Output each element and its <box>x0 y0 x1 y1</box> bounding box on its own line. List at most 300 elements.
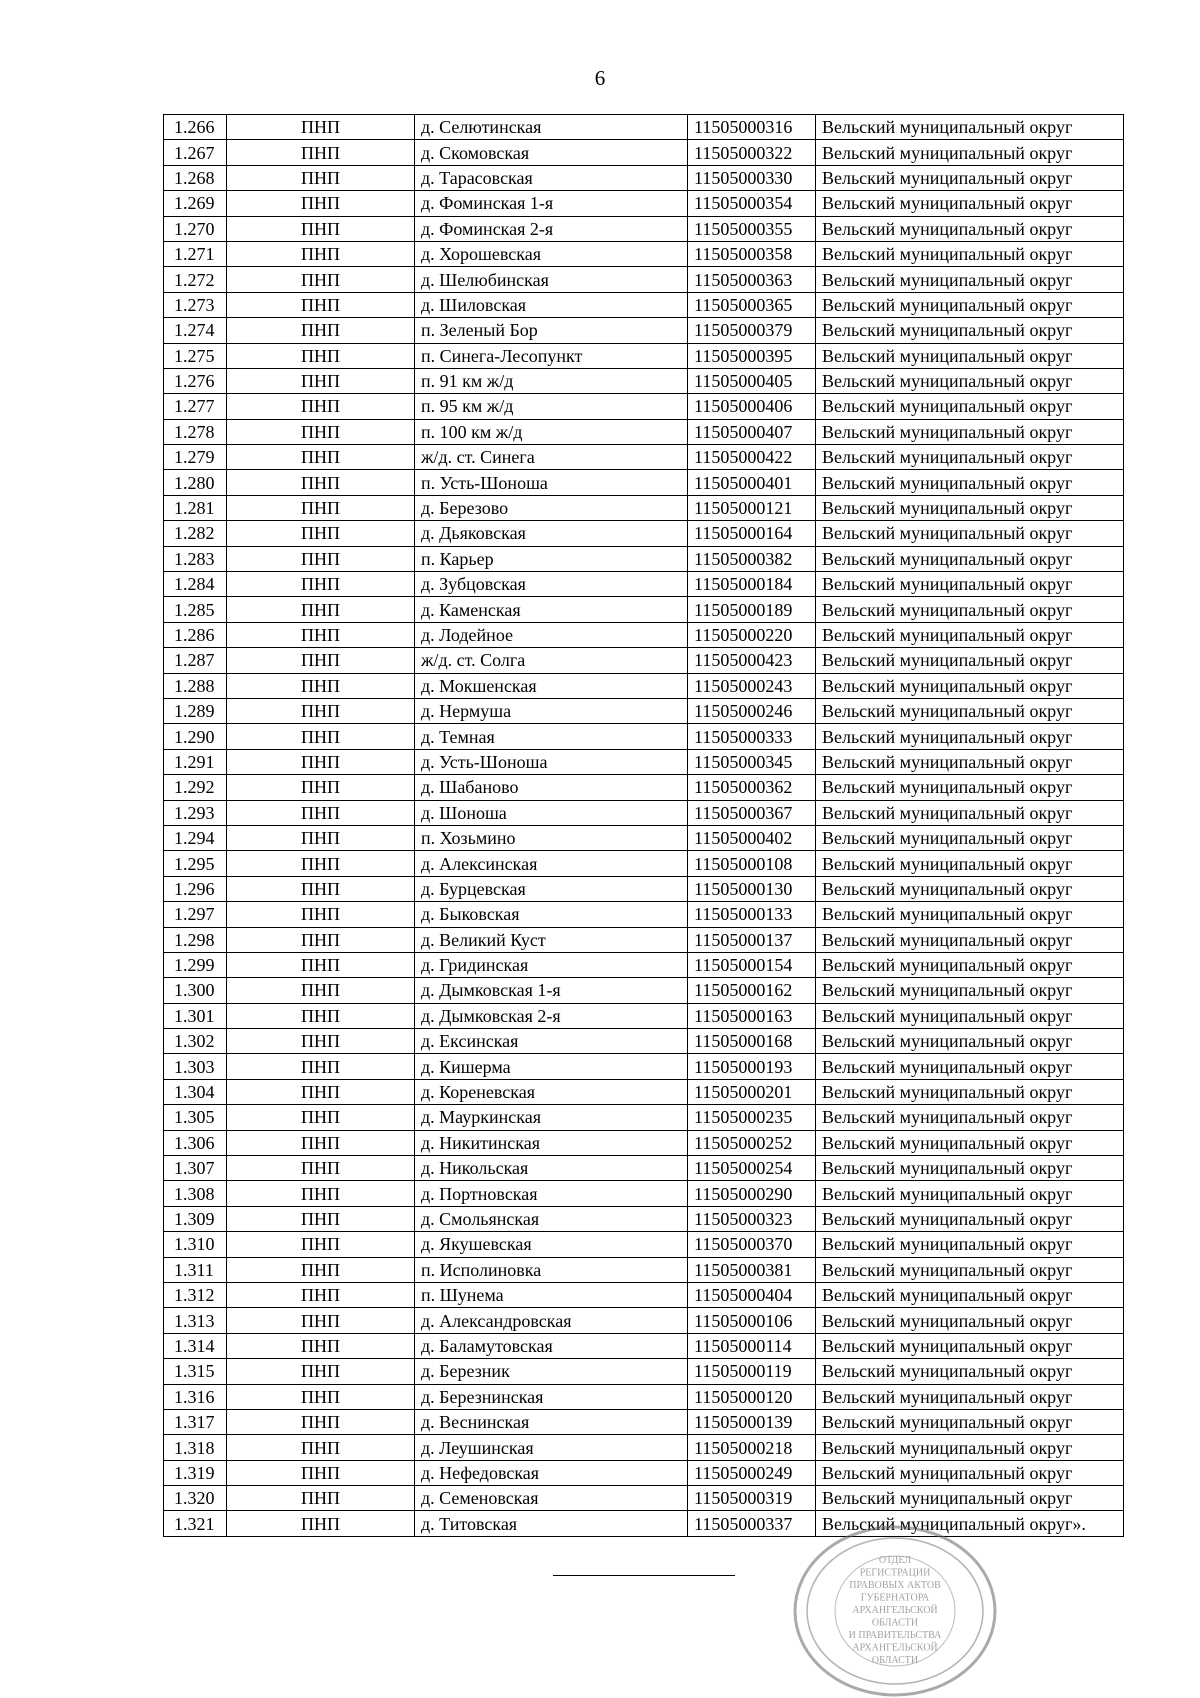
table-row <box>164 851 1124 876</box>
municipality-cell: Вельский муниципальный округ <box>816 876 1124 901</box>
settlement-type-cell: ПНП <box>227 1156 415 1181</box>
oktmo-code-cell: 11505000406 <box>688 394 816 419</box>
row-number-cell: 1.286 <box>164 622 227 647</box>
settlement-type-cell: ПНП <box>227 1181 415 1206</box>
row-number-cell: 1.285 <box>164 597 227 622</box>
row-number-cell: 1.280 <box>164 470 227 495</box>
settlement-name-cell: ж/д. ст. Солга <box>415 648 688 673</box>
settlement-type-cell: ПНП <box>227 1333 415 1358</box>
oktmo-code-cell: 11505000220 <box>688 622 816 647</box>
table-row <box>164 292 1124 317</box>
row-number-cell: 1.288 <box>164 673 227 698</box>
municipality-cell: Вельский муниципальный округ <box>816 775 1124 800</box>
settlement-type-cell: ПНП <box>227 876 415 901</box>
seal-text-line: ОБЛАСТИ <box>871 1617 919 1629</box>
row-number-cell: 1.281 <box>164 495 227 520</box>
settlement-name-cell: д. Титовская <box>415 1511 688 1536</box>
row-number-cell: 1.283 <box>164 546 227 571</box>
settlement-name-cell: д. Веснинская <box>415 1409 688 1434</box>
table-row <box>164 927 1124 952</box>
municipality-cell: Вельский муниципальный округ <box>816 318 1124 343</box>
row-number-cell: 1.282 <box>164 521 227 546</box>
settlement-name-cell: д. Кореневская <box>415 1079 688 1104</box>
municipality-cell: Вельский муниципальный округ <box>816 140 1124 165</box>
row-number-cell: 1.314 <box>164 1333 227 1358</box>
settlement-type-cell: ПНП <box>227 368 415 393</box>
settlement-name-cell: д. Березнинская <box>415 1384 688 1409</box>
settlement-name-cell: д. Хорошевская <box>415 241 688 266</box>
municipality-cell: Вельский муниципальный округ <box>816 1435 1124 1460</box>
settlement-type-cell: ПНП <box>227 470 415 495</box>
municipality-cell: Вельский муниципальный округ <box>816 1232 1124 1257</box>
settlement-type-cell: ПНП <box>227 825 415 850</box>
settlement-name-cell: п. Синега-Лесопункт <box>415 343 688 368</box>
oktmo-code-cell: 11505000120 <box>688 1384 816 1409</box>
row-number-cell: 1.295 <box>164 851 227 876</box>
municipality-cell: Вельский муниципальный округ <box>816 546 1124 571</box>
settlement-type-cell: ПНП <box>227 1054 415 1079</box>
settlement-name-cell: д. Березник <box>415 1359 688 1384</box>
settlement-type-cell: ПНП <box>227 191 415 216</box>
table-row <box>164 1333 1124 1358</box>
row-number-cell: 1.284 <box>164 572 227 597</box>
oktmo-code-cell: 11505000355 <box>688 216 816 241</box>
row-number-cell: 1.267 <box>164 140 227 165</box>
settlement-name-cell: д. Быковская <box>415 902 688 927</box>
table-row <box>164 1105 1124 1130</box>
settlement-type-cell: ПНП <box>227 445 415 470</box>
municipality-cell: Вельский муниципальный округ <box>816 1282 1124 1307</box>
oktmo-code-cell: 11505000365 <box>688 292 816 317</box>
settlement-name-cell: п. Усть-Шоноша <box>415 470 688 495</box>
municipality-cell: Вельский муниципальный округ <box>816 902 1124 927</box>
municipality-cell: Вельский муниципальный округ <box>816 749 1124 774</box>
table-row <box>164 1232 1124 1257</box>
settlement-name-cell: д. Шелюбинская <box>415 267 688 292</box>
oktmo-code-cell: 11505000252 <box>688 1130 816 1155</box>
municipality-cell: Вельский муниципальный округ <box>816 648 1124 673</box>
table-body <box>164 115 1124 1537</box>
municipality-cell: Вельский муниципальный округ <box>816 1054 1124 1079</box>
settlement-name-cell: п. Карьер <box>415 546 688 571</box>
table-row <box>164 572 1124 597</box>
oktmo-code-cell: 11505000363 <box>688 267 816 292</box>
row-number-cell: 1.289 <box>164 698 227 723</box>
seal-text-line: АРХАНГЕЛЬСКОЙ <box>852 1642 938 1654</box>
row-number-cell: 1.321 <box>164 1511 227 1536</box>
table-row <box>164 165 1124 190</box>
oktmo-code-cell: 11505000218 <box>688 1435 816 1460</box>
row-number-cell: 1.308 <box>164 1181 227 1206</box>
oktmo-code-cell: 11505000354 <box>688 191 816 216</box>
settlement-type-cell: ПНП <box>227 495 415 520</box>
municipality-cell: Вельский муниципальный округ <box>816 470 1124 495</box>
oktmo-code-cell: 11505000137 <box>688 927 816 952</box>
page-number: 6 <box>594 66 606 90</box>
settlement-name-cell: д. Темная <box>415 724 688 749</box>
settlement-name-cell: д. Фоминская 2-я <box>415 216 688 241</box>
table-row <box>164 597 1124 622</box>
oktmo-code-cell: 11505000407 <box>688 419 816 444</box>
settlement-name-cell: п. Исполиновка <box>415 1257 688 1282</box>
row-number-cell: 1.320 <box>164 1486 227 1511</box>
row-number-cell: 1.266 <box>164 115 227 140</box>
table-row <box>164 191 1124 216</box>
municipality-cell: Вельский муниципальный округ <box>816 1130 1124 1155</box>
settlement-type-cell: ПНП <box>227 698 415 723</box>
municipality-cell: Вельский муниципальный округ <box>816 445 1124 470</box>
oktmo-code-cell: 11505000154 <box>688 952 816 977</box>
municipality-cell: Вельский муниципальный округ <box>816 1486 1124 1511</box>
municipality-cell: Вельский муниципальный округ <box>816 292 1124 317</box>
settlement-type-cell: ПНП <box>227 1003 415 1028</box>
settlement-name-cell: д. Баламутовская <box>415 1333 688 1358</box>
oktmo-code-cell: 11505000370 <box>688 1232 816 1257</box>
settlement-name-cell: д. Ексинская <box>415 1029 688 1054</box>
oktmo-code-cell: 11505000235 <box>688 1105 816 1130</box>
oktmo-code-cell: 11505000290 <box>688 1181 816 1206</box>
settlement-name-cell: д. Нермуша <box>415 698 688 723</box>
municipality-cell: Вельский муниципальный округ <box>816 1333 1124 1358</box>
municipality-cell: Вельский муниципальный округ <box>816 851 1124 876</box>
seal-text-line: ПРАВОВЫХ АКТОВ <box>849 1580 941 1591</box>
settlement-name-cell: д. Березово <box>415 495 688 520</box>
settlement-name-cell: д. Семеновская <box>415 1486 688 1511</box>
row-number-cell: 1.273 <box>164 292 227 317</box>
municipality-cell: Вельский муниципальный округ <box>816 1206 1124 1231</box>
oktmo-code-cell: 11505000119 <box>688 1359 816 1384</box>
table-row <box>164 470 1124 495</box>
settlement-name-cell: д. Якушевская <box>415 1232 688 1257</box>
oktmo-code-cell: 11505000254 <box>688 1156 816 1181</box>
oktmo-code-cell: 11505000362 <box>688 775 816 800</box>
settlement-type-cell: ПНП <box>227 978 415 1003</box>
settlement-type-cell: ПНП <box>227 927 415 952</box>
municipality-cell: Вельский муниципальный округ <box>816 622 1124 647</box>
row-number-cell: 1.290 <box>164 724 227 749</box>
municipality-cell: Вельский муниципальный округ <box>816 978 1124 1003</box>
settlement-name-cell: п. Хозьмино <box>415 825 688 850</box>
row-number-cell: 1.271 <box>164 241 227 266</box>
seal-text-line: ОБЛАСТИ <box>871 1655 919 1666</box>
settlement-type-cell: ПНП <box>227 724 415 749</box>
oktmo-code-cell: 11505000330 <box>688 165 816 190</box>
oktmo-code-cell: 11505000405 <box>688 368 816 393</box>
settlement-name-cell: д. Дымковская 2-я <box>415 1003 688 1028</box>
oktmo-code-cell: 11505000130 <box>688 876 816 901</box>
oktmo-code-cell: 11505000193 <box>688 1054 816 1079</box>
oktmo-code-cell: 11505000133 <box>688 902 816 927</box>
row-number-cell: 1.297 <box>164 902 227 927</box>
oktmo-code-cell: 11505000189 <box>688 597 816 622</box>
row-number-cell: 1.270 <box>164 216 227 241</box>
settlement-name-cell: п. Шунема <box>415 1282 688 1307</box>
municipality-cell: Вельский муниципальный округ <box>816 1079 1124 1104</box>
row-number-cell: 1.272 <box>164 267 227 292</box>
settlement-type-cell: ПНП <box>227 597 415 622</box>
table-row <box>164 495 1124 520</box>
settlement-type-cell: ПНП <box>227 1105 415 1130</box>
municipality-cell: Вельский муниципальный округ <box>816 724 1124 749</box>
municipality-cell: Вельский муниципальный округ <box>816 825 1124 850</box>
settlement-type-cell: ПНП <box>227 1409 415 1434</box>
settlement-name-cell: д. Нефедовская <box>415 1460 688 1485</box>
municipality-cell: Вельский муниципальный округ <box>816 241 1124 266</box>
row-number-cell: 1.278 <box>164 419 227 444</box>
row-number-cell: 1.301 <box>164 1003 227 1028</box>
settlement-name-cell: д. Скомовская <box>415 140 688 165</box>
table-row <box>164 800 1124 825</box>
oktmo-code-cell: 11505000246 <box>688 698 816 723</box>
settlement-type-cell: ПНП <box>227 394 415 419</box>
settlement-type-cell: ПНП <box>227 292 415 317</box>
settlement-type-cell: ПНП <box>227 1359 415 1384</box>
table-row <box>164 952 1124 977</box>
settlement-name-cell: д. Смольянская <box>415 1206 688 1231</box>
seal-text-line: ОТДЕЛ <box>878 1555 912 1566</box>
oktmo-code-cell: 11505000168 <box>688 1029 816 1054</box>
row-number-cell: 1.274 <box>164 318 227 343</box>
municipality-cell: Вельский муниципальный округ <box>816 673 1124 698</box>
table-row <box>164 673 1124 698</box>
oktmo-code-cell: 11505000381 <box>688 1257 816 1282</box>
settlement-name-cell: д. Лодейное <box>415 622 688 647</box>
settlement-name-cell: д. Алексинская <box>415 851 688 876</box>
oktmo-code-cell: 11505000423 <box>688 648 816 673</box>
signature-line <box>553 1575 735 1576</box>
oktmo-code-cell: 11505000139 <box>688 1409 816 1434</box>
table-row <box>164 876 1124 901</box>
row-number-cell: 1.313 <box>164 1308 227 1333</box>
settlement-name-cell: д. Усть-Шоноша <box>415 749 688 774</box>
oktmo-code-cell: 11505000358 <box>688 241 816 266</box>
row-number-cell: 1.269 <box>164 191 227 216</box>
row-number-cell: 1.311 <box>164 1257 227 1282</box>
oktmo-code-cell: 11505000401 <box>688 470 816 495</box>
municipality-cell: Вельский муниципальный округ <box>816 1409 1124 1434</box>
table-row <box>164 1486 1124 1511</box>
settlement-type-cell: ПНП <box>227 1511 415 1536</box>
settlement-name-cell: д. Дымковская 1-я <box>415 978 688 1003</box>
municipality-cell: Вельский муниципальный округ <box>816 343 1124 368</box>
settlement-type-cell: ПНП <box>227 521 415 546</box>
row-number-cell: 1.312 <box>164 1282 227 1307</box>
municipality-cell: Вельский муниципальный округ <box>816 572 1124 597</box>
settlement-type-cell: ПНП <box>227 1206 415 1231</box>
settlement-type-cell: ПНП <box>227 267 415 292</box>
municipality-cell: Вельский муниципальный округ <box>816 1359 1124 1384</box>
oktmo-code-cell: 11505000422 <box>688 445 816 470</box>
municipality-cell: Вельский муниципальный округ <box>816 1384 1124 1409</box>
seal-text-line: И ПРАВИТЕЛЬСТВА <box>848 1630 942 1641</box>
table-row <box>164 825 1124 850</box>
municipality-cell: Вельский муниципальный округ <box>816 1181 1124 1206</box>
settlement-type-cell: ПНП <box>227 318 415 343</box>
settlement-type-cell: ПНП <box>227 749 415 774</box>
row-number-cell: 1.309 <box>164 1206 227 1231</box>
oktmo-code-cell: 11505000201 <box>688 1079 816 1104</box>
row-number-cell: 1.310 <box>164 1232 227 1257</box>
municipality-cell: Вельский муниципальный округ <box>816 1308 1124 1333</box>
settlement-type-cell: ПНП <box>227 851 415 876</box>
settlement-name-cell: д. Дьяковская <box>415 521 688 546</box>
table-row <box>164 775 1124 800</box>
table-row <box>164 445 1124 470</box>
settlement-type-cell: ПНП <box>227 1384 415 1409</box>
municipality-cell: Вельский муниципальный округ <box>816 1029 1124 1054</box>
table-row <box>164 1079 1124 1104</box>
table-row <box>164 902 1124 927</box>
table-row <box>164 368 1124 393</box>
oktmo-code-cell: 11505000162 <box>688 978 816 1003</box>
oktmo-code-cell: 11505000402 <box>688 825 816 850</box>
table-row <box>164 1029 1124 1054</box>
row-number-cell: 1.292 <box>164 775 227 800</box>
settlement-name-cell: ж/д. ст. Синега <box>415 445 688 470</box>
municipality-cell: Вельский муниципальный округ <box>816 952 1124 977</box>
settlement-name-cell: д. Фоминская 1-я <box>415 191 688 216</box>
municipality-cell: Вельский муниципальный округ <box>816 521 1124 546</box>
table-row <box>164 241 1124 266</box>
municipality-cell: Вельский муниципальный округ <box>816 216 1124 241</box>
table-row <box>164 648 1124 673</box>
row-number-cell: 1.307 <box>164 1156 227 1181</box>
table-row <box>164 267 1124 292</box>
settlement-name-cell: п. 100 км ж/д <box>415 419 688 444</box>
row-number-cell: 1.299 <box>164 952 227 977</box>
oktmo-code-cell: 11505000322 <box>688 140 816 165</box>
table-row <box>164 216 1124 241</box>
table-row <box>164 140 1124 165</box>
row-number-cell: 1.276 <box>164 368 227 393</box>
settlement-type-cell: ПНП <box>227 952 415 977</box>
row-number-cell: 1.306 <box>164 1130 227 1155</box>
settlement-type-cell: ПНП <box>227 1130 415 1155</box>
table-row <box>164 521 1124 546</box>
row-number-cell: 1.279 <box>164 445 227 470</box>
settlement-type-cell: ПНП <box>227 546 415 571</box>
row-number-cell: 1.317 <box>164 1409 227 1434</box>
municipality-cell: Вельский муниципальный округ <box>816 1460 1124 1485</box>
settlement-type-cell: ПНП <box>227 800 415 825</box>
settlement-name-cell: д. Портновская <box>415 1181 688 1206</box>
table-row <box>164 1257 1124 1282</box>
seal-stamp-icon <box>790 1523 1000 1698</box>
oktmo-code-cell: 11505000382 <box>688 546 816 571</box>
settlement-name-cell: д. Каменская <box>415 597 688 622</box>
settlement-type-cell: ПНП <box>227 902 415 927</box>
table-row <box>164 394 1124 419</box>
row-number-cell: 1.275 <box>164 343 227 368</box>
settlement-type-cell: ПНП <box>227 343 415 368</box>
municipality-cell: Вельский муниципальный округ <box>816 165 1124 190</box>
settlement-name-cell: д. Зубцовская <box>415 572 688 597</box>
settlement-type-cell: ПНП <box>227 140 415 165</box>
municipality-cell: Вельский муниципальный округ <box>816 800 1124 825</box>
municipality-cell: Вельский муниципальный округ <box>816 1156 1124 1181</box>
seal-text-line: РЕГИСТРАЦИИ <box>859 1567 931 1579</box>
settlement-type-cell: ПНП <box>227 165 415 190</box>
oktmo-code-cell: 11505000367 <box>688 800 816 825</box>
row-number-cell: 1.277 <box>164 394 227 419</box>
oktmo-code-cell: 11505000404 <box>688 1282 816 1307</box>
settlement-type-cell: ПНП <box>227 1460 415 1485</box>
oktmo-code-cell: 11505000337 <box>688 1511 816 1536</box>
settlement-type-cell: ПНП <box>227 1029 415 1054</box>
table-row <box>164 622 1124 647</box>
settlement-name-cell: д. Мокшенская <box>415 673 688 698</box>
settlement-name-cell: д. Никитинская <box>415 1130 688 1155</box>
table-row <box>164 343 1124 368</box>
municipality-cell: Вельский муниципальный округ <box>816 191 1124 216</box>
oktmo-code-cell: 11505000345 <box>688 749 816 774</box>
settlement-name-cell: п. Зеленый Бор <box>415 318 688 343</box>
table-row <box>164 978 1124 1003</box>
table-row <box>164 1359 1124 1384</box>
municipality-cell: Вельский муниципальный округ <box>816 1105 1124 1130</box>
settlement-type-cell: ПНП <box>227 216 415 241</box>
table-row <box>164 1206 1124 1231</box>
oktmo-code-cell: 11505000114 <box>688 1333 816 1358</box>
oktmo-code-cell: 11505000395 <box>688 343 816 368</box>
municipality-cell: Вельский муниципальный округ <box>816 698 1124 723</box>
table-row <box>164 1054 1124 1079</box>
row-number-cell: 1.296 <box>164 876 227 901</box>
municipality-cell: Вельский муниципальный округ <box>816 597 1124 622</box>
municipality-cell: Вельский муниципальный округ <box>816 419 1124 444</box>
municipality-cell: Вельский муниципальный округ <box>816 368 1124 393</box>
oktmo-code-cell: 11505000379 <box>688 318 816 343</box>
settlement-type-cell: ПНП <box>227 1232 415 1257</box>
row-number-cell: 1.319 <box>164 1460 227 1485</box>
oktmo-code-cell: 11505000323 <box>688 1206 816 1231</box>
row-number-cell: 1.293 <box>164 800 227 825</box>
oktmo-code-cell: 11505000163 <box>688 1003 816 1028</box>
oktmo-code-cell: 11505000184 <box>688 572 816 597</box>
row-number-cell: 1.316 <box>164 1384 227 1409</box>
row-number-cell: 1.298 <box>164 927 227 952</box>
oktmo-code-cell: 11505000319 <box>688 1486 816 1511</box>
table-row <box>164 724 1124 749</box>
table-row <box>164 1460 1124 1485</box>
table-row <box>164 1130 1124 1155</box>
seal-text-line: ГУБЕРНАТОРА <box>860 1592 930 1604</box>
settlement-name-cell: д. Леушинская <box>415 1435 688 1460</box>
settlement-name-cell: д. Кишерма <box>415 1054 688 1079</box>
settlement-type-cell: ПНП <box>227 622 415 647</box>
table-row <box>164 1003 1124 1028</box>
oktmo-code-cell: 11505000243 <box>688 673 816 698</box>
settlement-type-cell: ПНП <box>227 1308 415 1333</box>
settlement-name-cell: д. Александровская <box>415 1308 688 1333</box>
settlement-type-cell: ПНП <box>227 115 415 140</box>
settlement-name-cell: д. Бурцевская <box>415 876 688 901</box>
settlement-type-cell: ПНП <box>227 775 415 800</box>
settlement-name-cell: д. Никольская <box>415 1156 688 1181</box>
settlement-type-cell: ПНП <box>227 1079 415 1104</box>
row-number-cell: 1.318 <box>164 1435 227 1460</box>
row-number-cell: 1.287 <box>164 648 227 673</box>
table-row <box>164 749 1124 774</box>
table-row <box>164 1308 1124 1333</box>
oktmo-code-cell: 11505000333 <box>688 724 816 749</box>
settlement-name-cell: д. Шабаново <box>415 775 688 800</box>
row-number-cell: 1.268 <box>164 165 227 190</box>
row-number-cell: 1.302 <box>164 1029 227 1054</box>
oktmo-code-cell: 11505000108 <box>688 851 816 876</box>
settlement-name-cell: д. Гридинская <box>415 952 688 977</box>
oktmo-code-cell: 11505000164 <box>688 521 816 546</box>
